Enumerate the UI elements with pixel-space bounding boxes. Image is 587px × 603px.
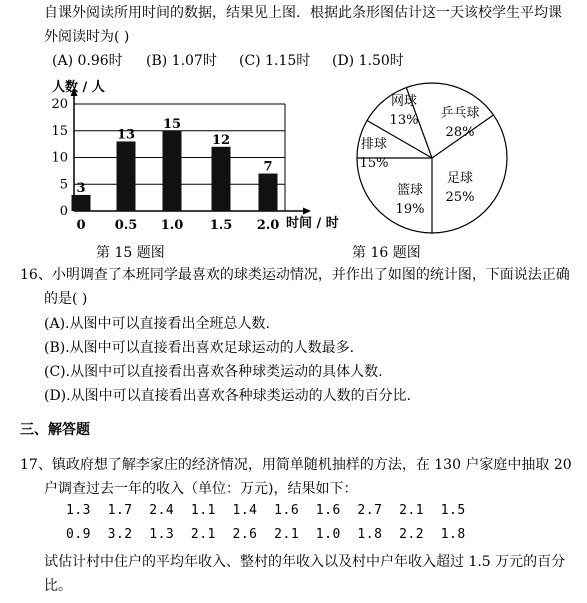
bar-chart-fig15 xyxy=(40,74,360,244)
pie-label-3: 篮球 xyxy=(396,183,424,198)
q16-option-d: (D).从图中可以直接看出喜欢各种球类运动的人数的百分比. xyxy=(44,388,412,404)
pie-chart-fig16 xyxy=(352,72,512,242)
bar-value-label-2: 15 xyxy=(162,116,182,132)
bar-4 xyxy=(259,174,278,211)
bar-chart-ylabel: 人数 / 人 xyxy=(52,80,105,95)
q14-option-a: (A) 0.96时 xyxy=(52,53,123,69)
bar-chart-bars xyxy=(72,131,278,211)
pie-pct-2: 25% xyxy=(445,190,475,205)
x-tick-label-1: 0.5 xyxy=(114,218,138,233)
pie-pct-3: 19% xyxy=(395,202,425,217)
bar-value-label-3: 12 xyxy=(211,132,231,148)
q14-text-line2: 外阅读时为( ) xyxy=(44,29,130,45)
x-axis-arrow xyxy=(303,208,311,215)
q14-option-b: (B) 1.07时 xyxy=(146,53,217,69)
q17-data-row1: 1.3 1.7 2.4 1.1 1.4 1.6 1.6 2.7 2.1 1.5 xyxy=(66,503,466,518)
fig15-caption: 第 15 题图 xyxy=(96,245,165,261)
pie-label-0: 网球 xyxy=(390,94,418,109)
q17-text-line2: 户调查过去一年的收入（单位：万元)，结果如下： xyxy=(44,481,358,497)
q16-text-line2: 的是( ) xyxy=(44,291,88,307)
bar-value-label-0: 3 xyxy=(76,180,86,196)
pie-pct-4: 15% xyxy=(359,156,389,171)
x-tick-label-3: 1.5 xyxy=(209,218,233,233)
q17-text-line1: 17、镇政府想了解李家庄的经济情况，用简单随机抽样的方法，在 130 户家庭中抽取 20 xyxy=(20,457,572,473)
y-tick-label-2: 10 xyxy=(51,150,68,166)
y-tick-label-3: 15 xyxy=(51,123,68,139)
pie-label-2: 足球 xyxy=(446,171,474,186)
q14-option-c: (C) 1.15时 xyxy=(239,53,311,69)
q17-data-row2: 0.9 3.2 1.3 2.1 2.6 2.1 1.0 1.8 2.2 1.8 xyxy=(66,527,466,542)
q16-text-line1: 16、小明调查了本班同学最喜欢的球类运动情况，并作出了如图的统计图，下面说法正确 xyxy=(20,267,570,283)
x-tick-label-4: 2.0 xyxy=(256,218,280,233)
bar-value-label-1: 13 xyxy=(116,127,136,143)
bar-1 xyxy=(117,141,136,211)
pie-pct-0: 13% xyxy=(389,113,419,128)
bar-value-label-4: 7 xyxy=(263,159,273,175)
pie-label-4: 排球 xyxy=(360,137,388,152)
pie-pct-1: 28% xyxy=(445,125,475,140)
q16-option-c: (C).从图中可以直接看出喜欢各种球类运动的具体人数. xyxy=(44,364,383,380)
q17-text-line4: 比。 xyxy=(44,578,72,594)
y-tick-label-1: 5 xyxy=(59,177,68,193)
bar-3 xyxy=(212,147,231,211)
y-tick-label-4: 20 xyxy=(51,97,68,112)
x-tick-label-0: 0 xyxy=(76,218,86,233)
bar-chart-xlabel: 时间 / 时 xyxy=(286,216,339,231)
y-tick-label-0: 0 xyxy=(59,204,68,219)
bar-0 xyxy=(72,195,91,211)
bar-2 xyxy=(163,131,182,211)
q14-text-line1: 自课外阅读所用时间的数据，结果见上图．根据此条形图估计这一天该校学生平均课 xyxy=(44,5,562,21)
q17-text-line3: 试估计村中住户的平均年收入、整村的年收入以及村中户年收入超过 1.5 万元的百分 xyxy=(44,554,566,570)
pie-label-1: 乒乓球 xyxy=(440,106,480,121)
section-heading: 三、解答题 xyxy=(20,422,90,438)
fig16-caption: 第 16 题图 xyxy=(352,245,421,261)
q16-option-b: (B).从图中可以直接看出喜欢足球运动的人数最多. xyxy=(44,340,355,356)
q16-option-a: (A).从图中可以直接看出全班总人数. xyxy=(44,316,270,332)
x-tick-label-2: 1.0 xyxy=(160,218,184,233)
q14-option-d: (D) 1.50时 xyxy=(332,53,404,69)
